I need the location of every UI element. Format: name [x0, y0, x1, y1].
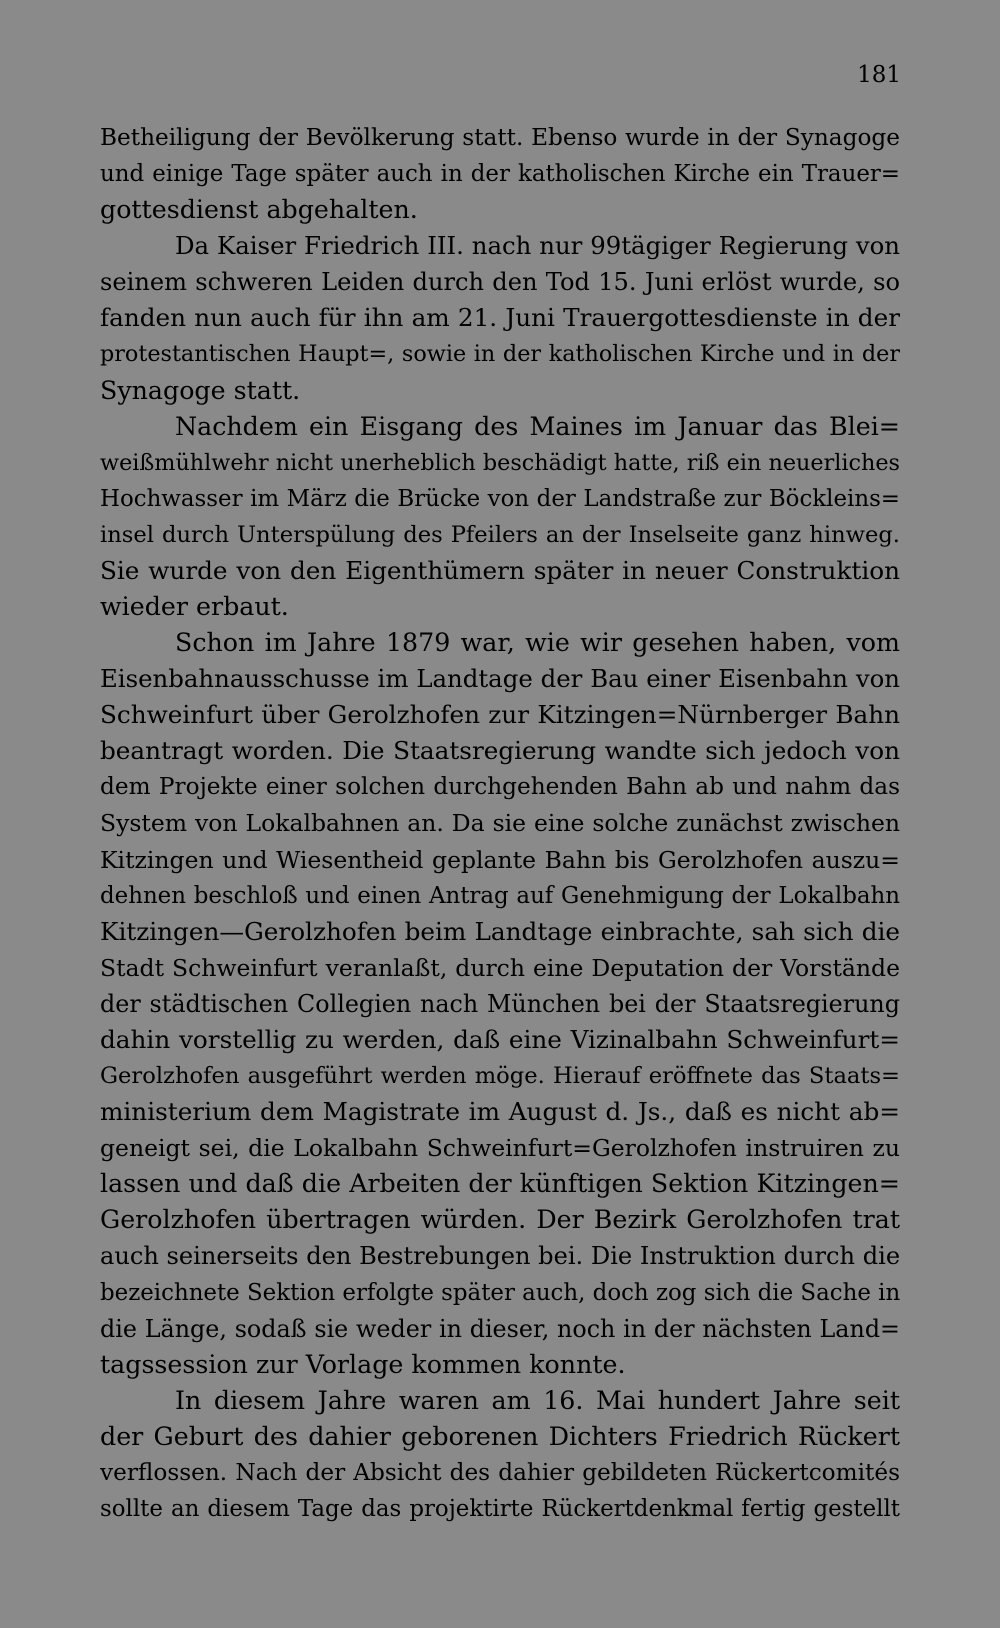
text-line: In diesem Jahre waren am 16. Mai hundert Jahre seit [175, 1385, 900, 1415]
body-text [100, 120, 900, 1527]
text-line: protestantischen Haupt=, sowie in der katholischen Kirche und in der [100, 341, 900, 368]
text-line: Schweinfurt über Gerolzhofen zur Kitzingen=Nürnberger Bahn [100, 700, 900, 730]
text-line: der Geburt des dahier geborenen Dichters Friedrich Rückert [100, 1421, 900, 1451]
text-line: Stadt Schweinfurt veranlaßt, durch eine Deputation der Vorstände [100, 953, 900, 982]
text-line: dahin vorstellig zu werden, daß eine Vizinalbahn Schweinfurt= [100, 1024, 900, 1054]
text-line: verflossen. Nach der Absicht des dahier gebildeten Rückertcomités [100, 1458, 900, 1486]
text-line: Gerolzhofen übertragen würden. Der Bezirk Gerolzhofen trat [100, 1205, 900, 1235]
text-line: wieder erbaut. [100, 592, 289, 622]
text-line: Schon im Jahre 1879 war, wie wir gesehen haben, vom [175, 628, 900, 658]
text-line: die Länge, sodaß sie weder in dieser, noch in der nächsten Land= [100, 1314, 900, 1343]
text-line: dehnen beschloß und einen Antrag auf Genehmigung der Lokalbahn [100, 882, 900, 909]
text-line: weißmühlwehr nicht unerheblich beschädigt hatte, riß ein neuerliches [100, 449, 900, 476]
text-line: ministerium dem Magistrate im August d. Js., daß es nicht ab= [100, 1097, 900, 1127]
text-line: Da Kaiser Friedrich III. nach nur 99tägiger Regierung von [175, 231, 900, 261]
text-line: Gerolzhofen ausgeführt werden möge. Hierauf eröffnete das Staats= [100, 1063, 900, 1090]
text-line: und einige Tage später auch in der katholischen Kirche ein Trauer= [100, 161, 900, 188]
text-line: Betheiligung der Bevölkerung statt. Ebenso wurde in der Synagoge [100, 124, 900, 151]
text-line: seinem schweren Leiden durch den Tod 15. Juni erlöst wurde, so [100, 268, 900, 297]
text-line: Nachdem ein Eisgang des Maines im Januar das Blei= [175, 411, 900, 441]
text-line: dem Projekte einer solchen durchgehenden Bahn ab und nahm das [100, 773, 900, 801]
text-line: beantragt worden. Die Staatsregierung wandte sich jedoch von [100, 736, 900, 766]
text-line: System von Lokalbahnen an. Da sie eine solche zunächst zwischen [100, 809, 900, 838]
text-line: Kitzingen—Gerolzhofen beim Landtage einbrachte, sah sich die [100, 916, 900, 946]
text-line: auch seinerseits den Bestrebungen bei. Die Instruktion durch die [100, 1242, 900, 1271]
text-line: gottesdienst abgehalten. [100, 195, 418, 225]
text-line: lassen und daß die Arbeiten der künftigen Sektion Kitzingen= [100, 1169, 900, 1199]
text-line: Hochwasser im März die Brücke von der Landstraße zur Böckleins= [100, 485, 900, 512]
text-line: Kitzingen und Wiesentheid geplante Bahn bis Gerolzhofen auszu= [100, 845, 900, 874]
text-line: Synagoge statt. [100, 375, 301, 405]
text-line: Eisenbahnausschusse im Landtage der Bau einer Eisenbahn von [100, 664, 900, 694]
text-line: bezeichnete Sektion erfolgte später auch, doch zog sich die Sache in [100, 1279, 900, 1306]
text-line: insel durch Unterspülung des Pfeilers an der Inselseite ganz hinweg. [100, 521, 900, 548]
text-line: sollte an diesem Tage das projektirte Rückertdenkmal fertig gestellt [100, 1495, 900, 1522]
page-number: 181 [857, 62, 901, 88]
text-line: Sie wurde von den Eigenthümern später in neuer Construktion [100, 555, 900, 585]
text-line: geneigt sei, die Lokalbahn Schweinfurt=Gerolzhofen instruiren zu [100, 1134, 900, 1163]
text-line: tagssession zur Vorlage kommen konnte. [100, 1349, 626, 1379]
text-line: fanden nun auch für ihn am 21. Juni Trauergottesdienste in der [100, 303, 900, 333]
text-line: der städtischen Collegien nach München bei der Staatsregierung [100, 989, 900, 1018]
